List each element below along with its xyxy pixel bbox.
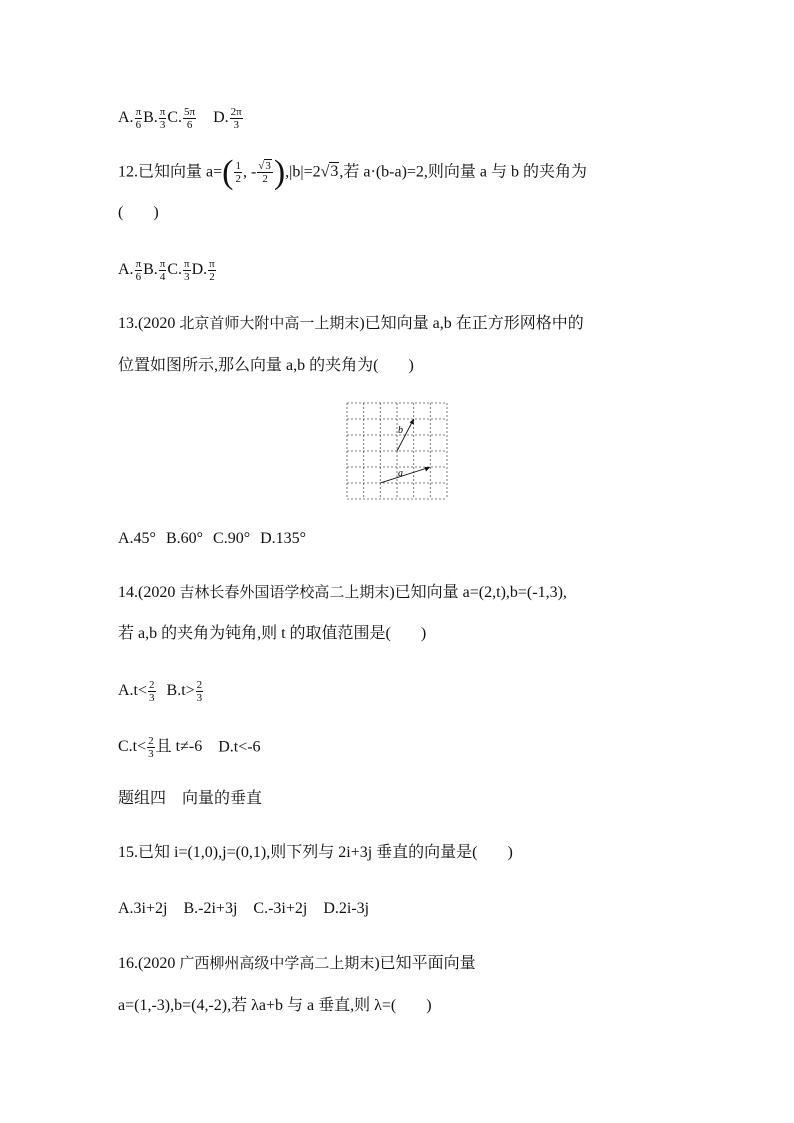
q14-option-c: C.t< $\frac{2}{3}$ 且 t≠-6: [118, 735, 203, 761]
group4-title: 题组四: [118, 790, 167, 807]
q15-option-b: B.-2i+3j: [183, 900, 238, 917]
q14-options-row2: [118, 735, 261, 760]
q13-source: 北京首师大附中高一上期末: [179, 314, 360, 332]
q12-options: [118, 258, 217, 283]
q13-grid-figure: [346, 402, 448, 500]
vector-a-label: a: [398, 468, 403, 479]
q15-options: [118, 901, 369, 917]
q12-answer-paren: ( ): [118, 204, 159, 221]
q13-option-c: C.90°: [213, 530, 251, 547]
q11-option-d: D. $\frac{2\pi}{3}$: [213, 106, 242, 132]
vector-b-label: b: [398, 425, 403, 436]
q11-option-b: B. $\frac{\pi}{3}$: [143, 106, 166, 132]
q13-stem-line2: 位置如图所示,那么向量 a,b 的夹角为( ): [118, 357, 414, 374]
q11-options: [118, 106, 244, 131]
vector-a: [380, 467, 430, 483]
q15-option-a: A.3i+2j: [118, 900, 168, 917]
q16-source: 广西柳州高级中学高二上期末: [179, 954, 375, 972]
q12-option-b: B. $\frac{\pi}{4}$: [143, 258, 166, 284]
q14-option-b: B.t> $\frac{2}{3}$: [166, 679, 203, 705]
q13-option-d: D.135°: [260, 530, 307, 547]
q14-source: 吉林长春外国语学校高二上期末: [179, 583, 390, 601]
q12-option-d: D. $\frac{\pi}{2}$: [191, 258, 215, 284]
q12-option-a: A. $\frac{\pi}{6}$: [118, 258, 142, 284]
q14-option-a: A.t< $\frac{2}{3}$: [118, 679, 155, 705]
q13-options: [118, 531, 306, 547]
q15-stem: 15.已知 i=(1,0),j=(0,1),则下列与 2i+3j 垂直的向量是( ): [118, 844, 513, 861]
q13-option-b: B.60°: [165, 530, 204, 547]
q16-stem-line2: a=(1,-3),b=(4,-2),若 λa+b 与 a 垂直,则 λ=( ): [118, 997, 432, 1014]
q15-option-c: C.-3i+2j: [253, 900, 308, 917]
q13-option-a: A.45°: [118, 530, 156, 547]
q12-stem: 12.已知向量 a=( $\frac{1}{2}$ , - $\frac{√3}{2}$ ),|b|=2√3,若 a·(b-a)=2,则向量 a 与 b 的夹角为: [118, 154, 588, 191]
q16-stem-line1: 16.(2020 广西柳州高级中学高二上期末)已知平面向量: [118, 954, 476, 972]
q11-option-a: A. $\frac{\pi}{6}$: [118, 106, 142, 132]
q14-options-row1: [118, 679, 204, 704]
q15-option-d: D.2i-3j: [323, 900, 370, 917]
q12-option-c: C. $\frac{\pi}{3}$: [167, 258, 190, 284]
group4-heading: [118, 791, 262, 807]
q11-option-c: C. $\frac{5\pi}{6}$: [167, 106, 196, 132]
q13-stem-line1: 13.(2020 北京首师大附中高一上期末)已知向量 a,b 在正方形网格中的: [118, 314, 584, 332]
q14-stem-line2: 若 a,b 的夹角为钝角,则 t 的取值范围是( ): [118, 625, 427, 642]
q14-stem-line1: 14.(2020 吉林长春外国语学校高二上期末)已知向量 a=(2,t),b=(-1,3),: [118, 583, 567, 601]
q14-option-d: D.t<-6: [218, 738, 261, 756]
group4-subtitle: 向量的垂直: [182, 790, 263, 807]
